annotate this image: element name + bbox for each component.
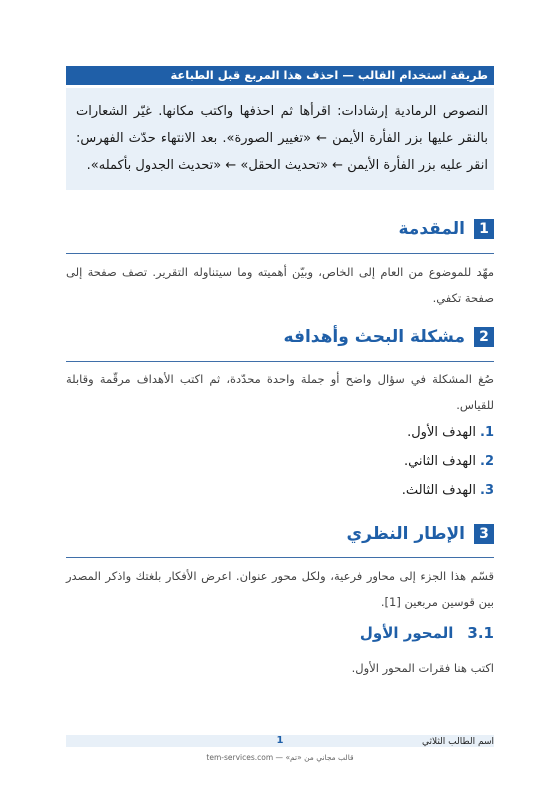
section-body: صُغ المشكلة في سؤال واضح أو جملة واحدة محدّدة، ثم اكتب الأهداف مرقّمة وقابلة للقياس. — [66, 372, 494, 412]
footer-credit: قالب مجاني من «تم» — tem-services.com — [206, 753, 354, 762]
list-number: 3. — [480, 483, 494, 498]
section-number: 3 — [474, 524, 494, 544]
section-divider — [66, 361, 494, 362]
list-item — [66, 418, 494, 447]
list-item — [66, 476, 494, 505]
section-number: 2 — [474, 327, 494, 347]
list-item — [66, 447, 494, 476]
section-divider — [66, 557, 494, 558]
section-heading-introduction — [66, 219, 494, 239]
instructions-title: طريقة استخدام القالب — احذف هذا المربع قبل الطباعة — [66, 66, 494, 85]
subsection-body: اكتب هنا فقرات المحور الأول. — [351, 661, 494, 675]
section-divider — [66, 253, 494, 254]
instructions-body: النصوص الرمادية إرشادات: اقرأها ثم احذفها واكتب مكانها. غيّر الشعارات بالنقر عليها بزر الفأرة الأيمن ← «تغيير الصورة». بعد الانتهاء حدّث الفهرس: انقر عليه بزر الفأرة الأيمن ← «تحديث الحقل» ← «تحديث الجدول بأكمله». — [66, 88, 494, 190]
subsection-heading — [66, 624, 494, 642]
section-heading-theory — [66, 524, 494, 544]
subsection-title: المحور الأول — [359, 624, 454, 642]
footer-student-name: اسم الطالب الثلاثي — [421, 737, 494, 747]
list-text: الهدف الثاني. — [403, 454, 476, 469]
section-number: 1 — [474, 219, 494, 239]
section-title: الإطار النظري — [346, 524, 465, 544]
section-title: مشكلة البحث وأهدافه — [283, 327, 465, 347]
section-body: مهّد للموضوع من العام إلى الخاص، وبيّن أهميته وما سيتناوله التقرير. تصف صفحة إلى صفحة تكفي. — [66, 265, 494, 305]
instructions-box — [66, 66, 494, 190]
list-text: الهدف الثالث. — [401, 483, 476, 498]
list-number: 2. — [480, 454, 494, 469]
section-title: المقدمة — [398, 219, 465, 239]
footer-page-number: 1 — [276, 735, 284, 746]
section-heading-problem — [66, 327, 494, 347]
section-body: قسّم هذا الجزء إلى محاور فرعية، ولكل محور عنوان. اعرض الأفكار بلغتك واذكر المصدر بين قوسين مربعين [1]. — [66, 569, 494, 609]
list-text: الهدف الأول. — [407, 425, 476, 440]
goals-list — [66, 418, 494, 505]
subsection-number: 3.1 — [467, 624, 494, 642]
list-number: 1. — [480, 425, 494, 440]
